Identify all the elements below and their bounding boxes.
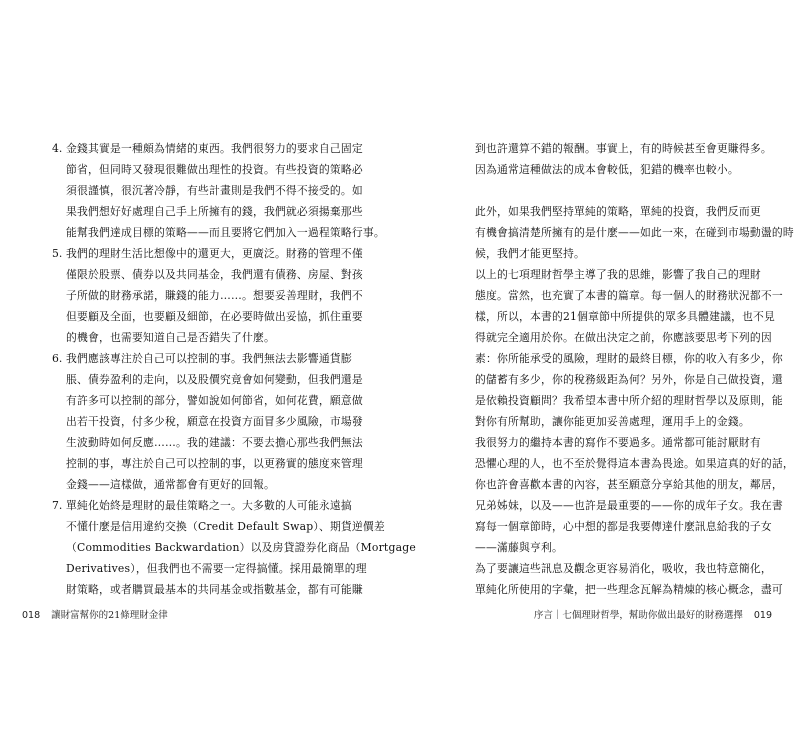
text-line: 但要顧及全面，也要顧及細節，在必要時做出妥協，抓住重要 (66, 310, 363, 323)
text-line: 樣，所以，本書的21個章節中所提供的眾多具體建議，也不見 (475, 310, 776, 323)
numbered-item (52, 138, 385, 243)
right-page-footer (526, 608, 772, 624)
text-line: 能幫我們達成目標的策略——而且要將它們加入一過程策略行事。 (66, 226, 385, 239)
text-line: 我很努力的繼持本書的寫作不要過多。通常都可能討厭財有 (475, 436, 761, 449)
text-line: 有機會搞清楚所擁有的是什麼——如此一來，在碰到市場動盪的時 (475, 226, 794, 239)
text-line: 恐懼心理的人，也不至於覺得這本書為畏途。如果這真的好的話， (475, 457, 794, 470)
numbered-item (52, 495, 416, 600)
text-line: 出若干投資，付多少稅，願意在投資方面冒多少風險，市場發 (66, 415, 363, 428)
numbered-item (52, 243, 363, 348)
text-line: 金錢——這樣做，通常都會有更好的回報。 (66, 478, 275, 491)
text-line: 以上的七項理財哲學主導了我的思維，影響了我自己的理財 (475, 268, 761, 281)
left-page-number: 018 (22, 610, 41, 621)
text-line: 兄弟姊妹，以及——也許是最重要的——你的成年子女。我在書 (475, 499, 783, 512)
text-line: 對你有所幫助，讓你能更加妥善處理，運用手上的金錢。 (475, 415, 750, 428)
paragraph (475, 264, 783, 432)
text-line: 生波動時如何反應……。我的建議：不要去擔心那些我們無法 (66, 436, 363, 449)
left-running-head: 讓財富幫你的21條理財金律 (51, 610, 168, 621)
item-number: 7. (52, 499, 63, 512)
text-line: 單純化始終是理財的最佳策略之一。大多數的人可能永遠搞 (66, 499, 352, 512)
text-line: 金錢其實是一種頗為情緒的東西。我們很努力的要求自己固定 (66, 142, 363, 155)
right-running-head: 序言｜七個理財哲學，幫助你做出最好的財務選擇 (533, 610, 743, 621)
text-line: 脹、債券盈利的走向，以及股價究竟會如何變動，但我們還是 (66, 373, 363, 386)
text-line: 財策略，或者購買最基本的共同基金或指數基金，都有可能賺 (66, 583, 363, 596)
text-line: Derivatives），但我們也不需要一定得搞懂。採用最簡單的理 (66, 562, 367, 575)
text-line: 我們應該專注於自己可以控制的事。我們無法去影響通貨膨 (66, 352, 352, 365)
text-line: 到也許還算不錯的報酬。事實上，有的時候甚至會更賺得多。 (475, 142, 772, 155)
text-line: 控制的事，專注於自己可以控制的事，以更務實的態度來管理 (66, 457, 363, 470)
item-text (66, 138, 385, 243)
text-line: 僅限於股票、債券以及共同基金，我們還有債務、房屋、對孩 (66, 268, 363, 281)
text-line: 因為通常這種做法的成本會較低，犯錯的機率也較小。 (475, 163, 739, 176)
text-line: 候，我們才能更堅持。 (475, 247, 585, 260)
text-line: ——滿藤與亨利。 (475, 541, 563, 554)
text-line: 的儲蓄有多少，你的稅務級距為何？另外，你是自己做投資，還 (475, 373, 783, 386)
right-page (400, 0, 800, 744)
text-line: 此外，如果我們堅持單純的策略，單純的投資，我們反而更 (475, 205, 761, 218)
text-line: 子所做的財務承諾，賺錢的能力……。想要妥善理財，我們不 (66, 289, 363, 302)
item-number: 5. (52, 247, 63, 260)
text-line: 為了要讓這些訊息及觀念更容易消化，吸收，我也特意簡化， (475, 562, 772, 575)
text-line: 得就完全適用於你。在做出決定之前，你應該要思考下列的因 (475, 331, 772, 344)
left-page-footer (22, 608, 168, 624)
item-number: 4. (52, 142, 63, 155)
text-line: 須很謹慎，很沉著冷靜，有些計畫則是我們不得不接受的。如 (66, 184, 363, 197)
right-page-number: 019 (753, 610, 772, 621)
paragraph-gap (475, 180, 765, 201)
right-text-column (475, 138, 794, 600)
item-text (66, 495, 416, 600)
text-line: 不懂什麼是信用違約交換（Credit Default Swap）、期貨逆價差 (66, 520, 385, 533)
text-line: （Commodities Backwardation）以及房貸證券化商品（Mortgage (66, 541, 416, 554)
paragraph (475, 201, 794, 264)
item-text (66, 348, 363, 495)
text-line: 態度。當然，也充實了本書的篇章。每一個人的財務狀況都不一 (475, 289, 783, 302)
text-line: 素：你所能承受的風險，理財的最終目標，你的收入有多少，你 (475, 352, 783, 365)
item-number: 6. (52, 352, 63, 365)
text-line: 我們的理財生活比想像中的還更大，更廣泛。財務的管理不僅 (66, 247, 363, 260)
paragraph (475, 138, 772, 180)
text-line: 的機會，也需要知道自己是否錯失了什麼。 (66, 331, 275, 344)
item-text (66, 243, 363, 348)
text-line: 果我們想好好處理自己手上所擁有的錢，我們就必須揚棄那些 (66, 205, 363, 218)
text-line: 單純化所使用的字彙，把一些理念瓦解為精煉的核心概念，盡可 (475, 583, 783, 596)
text-line: 是依賴投資顧問？我希望本書中所介紹的理財哲學以及原則，能 (475, 394, 783, 407)
paragraph (475, 432, 794, 558)
paragraph (475, 558, 783, 600)
text-line: 寫每一個章節時，心中想的都是我要傳達什麼訊息給我的子女 (475, 520, 772, 533)
left-text-column (52, 138, 416, 600)
numbered-item (52, 348, 363, 495)
text-line: 節省，但同時又發現很難做出理性的投資。有些投資的策略必 (66, 163, 363, 176)
text-line: 有許多可以控制的部分，譬如說如何節省，如何花費，願意做 (66, 394, 363, 407)
text-line: 你也許會喜歡本書的內容，甚至願意分享給其他的朋友，鄰居， (475, 478, 783, 491)
